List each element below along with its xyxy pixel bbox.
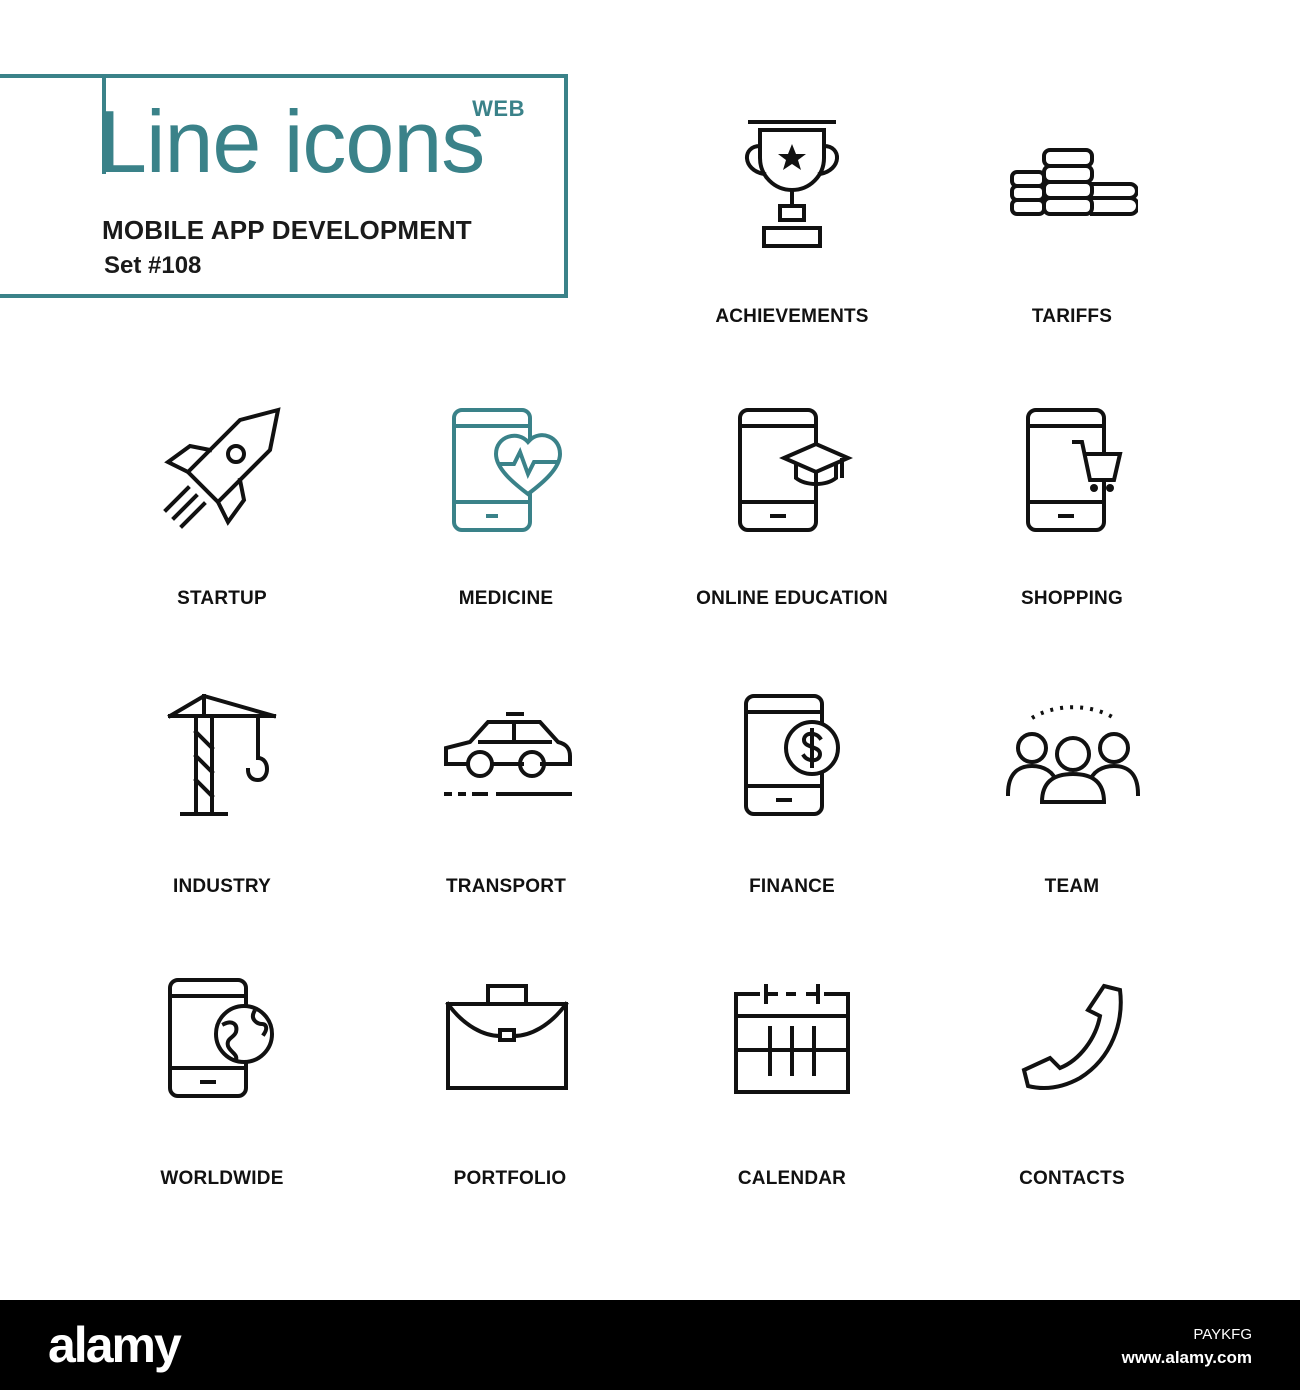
icon-label: WORLDWIDE	[160, 1168, 284, 1189]
page-subtitle: MOBILE APP DEVELOPMENT	[102, 215, 472, 245]
icon-label: INDUSTRY	[172, 876, 271, 897]
page-title: Line icons	[98, 92, 485, 191]
icon-label: ACHIEVEMENTS	[715, 306, 869, 327]
icon-label: FINANCE	[749, 876, 835, 897]
image-id: PAYKFG	[1193, 1326, 1252, 1343]
briefcase-icon	[444, 982, 570, 1092]
phone-dollar-icon	[742, 692, 846, 818]
watermark-url: www.alamy.com	[1121, 1348, 1252, 1367]
watermark-bar	[0, 1300, 1300, 1390]
coin-stacks-icon	[1008, 146, 1138, 230]
icon-label: TARIFFS	[1031, 306, 1113, 327]
icon-label: TRANSPORT	[445, 876, 567, 897]
telephone-handset-icon	[1020, 982, 1126, 1092]
icon-label: SHOPPING	[1021, 588, 1123, 609]
icon-label: MEDICINE	[458, 588, 554, 609]
icon-label: PORTFOLIO	[453, 1168, 567, 1189]
phone-graduation-cap-icon	[734, 406, 854, 534]
crane-icon	[166, 692, 278, 818]
phone-globe-icon	[166, 976, 278, 1100]
team-icon	[1004, 698, 1142, 808]
web-tag: WEB	[472, 96, 525, 121]
icon-label: CONTACTS	[1019, 1168, 1125, 1189]
icon-label: STARTUP	[177, 588, 267, 609]
icon-label: CALENDAR	[737, 1168, 847, 1189]
rocket-icon	[160, 404, 286, 534]
car-icon	[440, 706, 574, 800]
trophy-icon	[742, 118, 842, 256]
phone-heart-icon	[448, 406, 566, 534]
icon-label: TEAM	[1044, 876, 1100, 897]
alamy-logo: alamy	[48, 1317, 180, 1373]
phone-cart-icon	[1024, 406, 1128, 534]
calendar-icon	[732, 982, 852, 1096]
set-number: Set #108	[104, 252, 202, 279]
icon-label: ONLINE EDUCATION	[696, 588, 888, 609]
